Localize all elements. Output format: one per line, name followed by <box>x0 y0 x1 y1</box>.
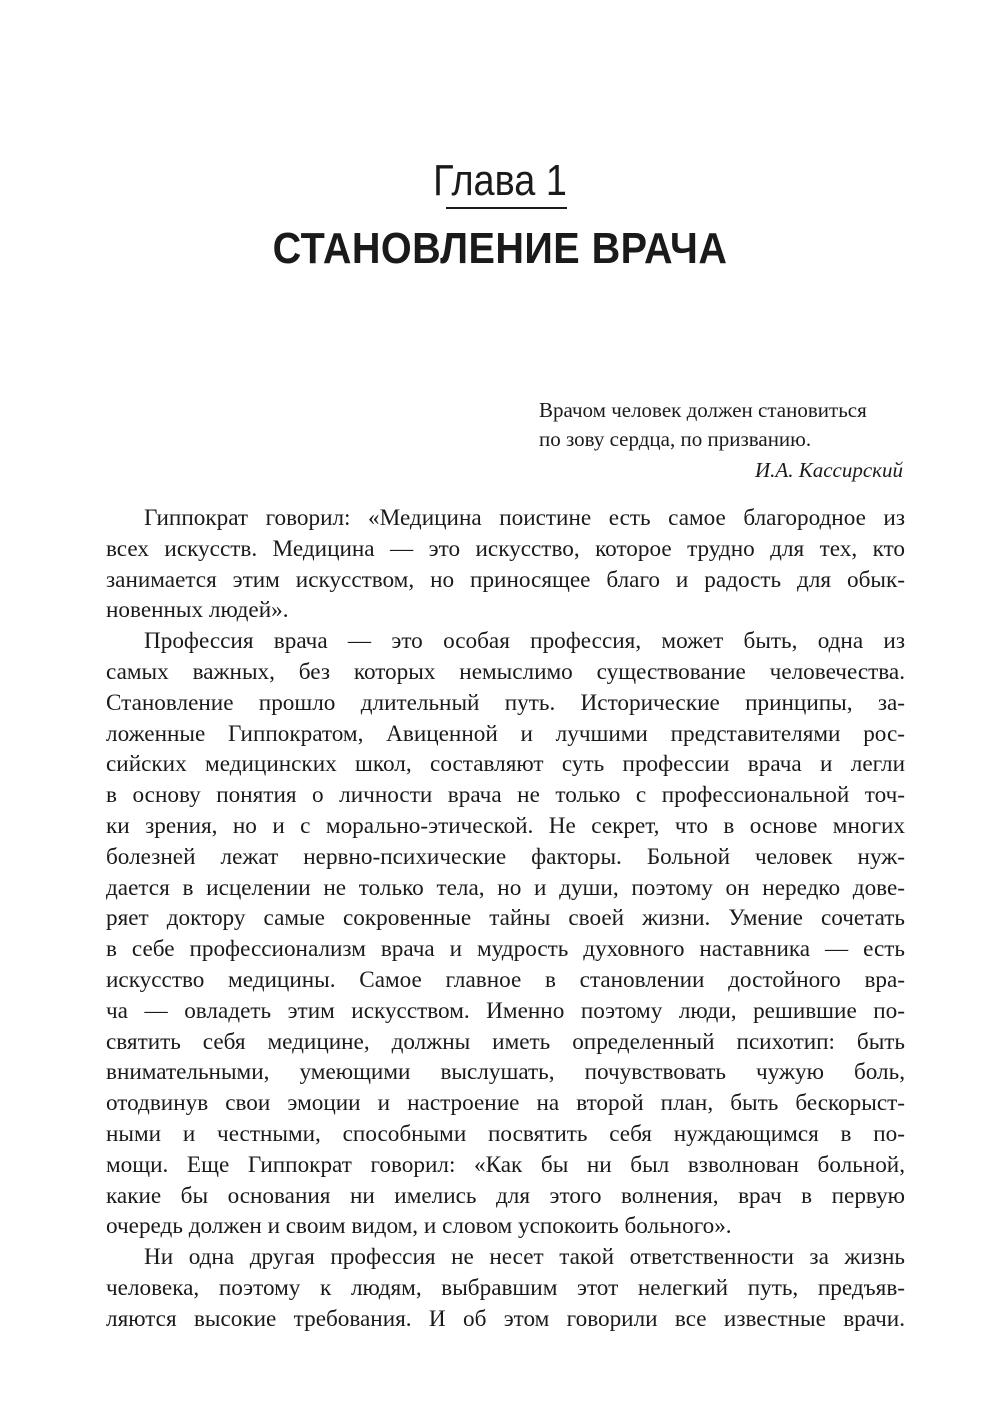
text-line: Гиппократ говорил: «Медицина поистине есть самое благородное из <box>144 505 905 531</box>
body-text <box>106 503 905 1335</box>
epigraph-line: по зову сердца, по призванию. <box>539 427 812 451</box>
text-line: болезней лежат нервно-психические факторы. Больной человек нуж- <box>106 843 905 870</box>
text-line: очередь должен и своим видом, и словом успокоить больного». <box>106 1213 732 1240</box>
chapter-label: Глава 1 <box>433 156 567 205</box>
epigraph <box>480 396 905 485</box>
text-line: занимается этим искусством, но приносящее благо и радость для обык- <box>106 566 905 593</box>
text-line: отодвинув свои эмоции и настроение на второй план, быть бескорыст- <box>106 1090 905 1117</box>
text-line: ча — овладеть этим искусством. Именно поэтому люди, решившие по- <box>106 997 905 1024</box>
paragraph <box>106 503 905 626</box>
text-line: ряет доктору самые сокровенные тайны своей жизни. Умение сочетать <box>106 905 905 932</box>
text-line: святить себя медицине, должны иметь определенный психотип: быть <box>106 1028 905 1055</box>
chapter-title: СТАНОВЛЕНИЕ ВРАЧА <box>272 224 728 273</box>
text-line: Профессия врача — это особая профессия, может быть, одна из <box>144 628 905 655</box>
text-line: ложенные Гиппократом, Авиценной и лучшими представителями рос- <box>106 720 905 747</box>
text-line: ки зрения, но и с морально-этической. Не секрет, что в основе многих <box>106 812 905 839</box>
text-line: сийских медицинских школ, составляют суть профессии врача и легли <box>106 751 905 778</box>
text-line: в себе профессионализм врача и мудрость духовного наставника — есть <box>106 936 905 963</box>
text-line: ными и честными, способными посвятить себя нуждающимся в по- <box>106 1120 905 1147</box>
epigraph-line: Врачом человек должен становиться <box>539 398 867 422</box>
text-line: в основу понятия о личности врача не только с профессиональной точ- <box>106 782 905 809</box>
text-line: самых важных, без которых немыслимо существование человечества. <box>106 658 905 685</box>
chapter-rule <box>446 207 567 209</box>
text-line: внимательными, умеющими выслушать, почувствовать чужую боль, <box>106 1059 905 1086</box>
epigraph-author: И.А. Кассирский <box>755 458 903 482</box>
text-line: какие бы основания ни имелись для этого волнения, врач в первую <box>106 1182 905 1209</box>
text-line: Ни одна другая профессия не несет такой ответственности за жизнь <box>144 1244 905 1271</box>
text-line: Становление прошло длительный путь. Исторические принципы, за- <box>106 689 905 716</box>
text-line: искусство медицины. Самое главное в становлении достойного вра- <box>106 966 905 993</box>
text-line: всех искусств. Медицина — это искусство, которое трудно для тех, кто <box>106 535 905 562</box>
paragraph <box>106 626 905 1242</box>
text-line: человека, поэтому к людям, выбравшим этот нелегкий путь, предъяв- <box>106 1274 905 1301</box>
text-line: ляются высокие требования. И об этом говорили все известные врачи. <box>106 1305 905 1332</box>
paragraph <box>106 1242 905 1334</box>
text-line: дается в исцелении не только тела, но и души, поэтому он нередко дове- <box>106 874 905 901</box>
text-line: новенных людей». <box>106 597 289 624</box>
text-line: мощи. Еще Гиппократ говорил: «Как бы ни был взволнован больной, <box>106 1151 905 1178</box>
